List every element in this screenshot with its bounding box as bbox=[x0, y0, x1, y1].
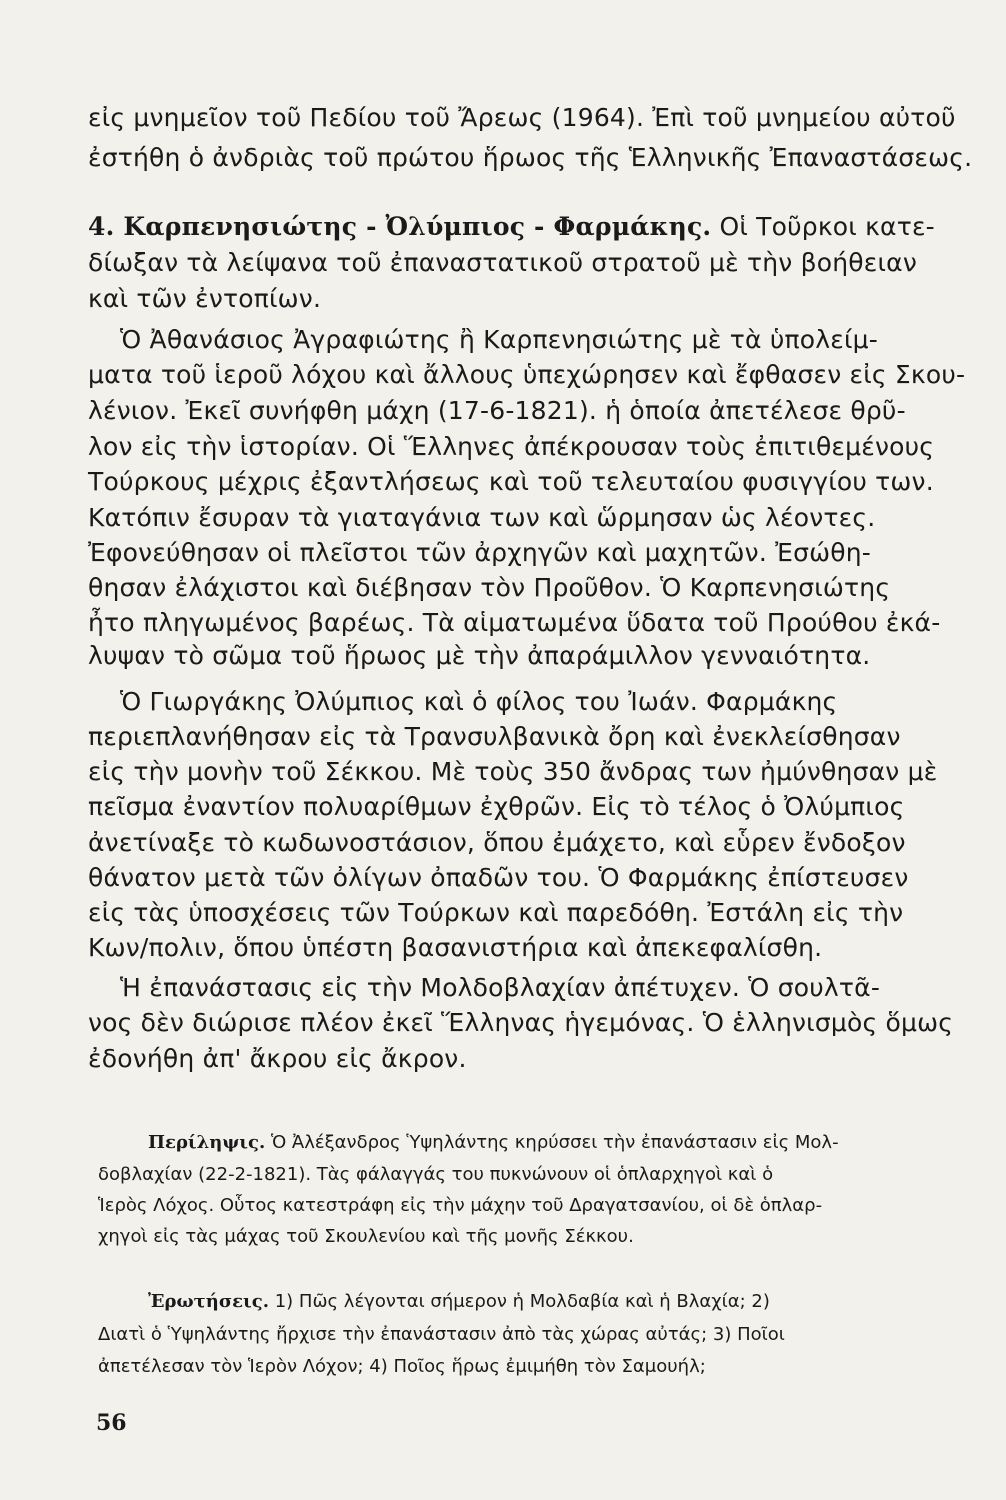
summary-line: χηγοὶ εἰς τὰς μάχας τοῦ Σκουλενίου καὶ τῆς μονῆς Σέκκου. bbox=[98, 1226, 634, 1247]
text-line: Κατόπιν ἔσυραν τὰ γιαταγάνια των καὶ ὥρμησαν ὡς λέοντες. bbox=[88, 503, 876, 532]
text-line: εἰς μνημεῖον τοῦ Πεδίου τοῦ Ἄρεως (1964). Ἐπὶ τοῦ μνημείου αὐτοῦ bbox=[88, 103, 956, 132]
text-line: λον εἰς τὴν ἱστορίαν. Οἱ Ἕλληνες ἀπέκρουσαν τοὺς ἐπιτιθεμένους bbox=[88, 432, 935, 461]
text-line: ἦτο πληγωμένος βαρέως. Τὰ αἱματωμένα ὕδατα τοῦ Προύθου ἐκά- bbox=[88, 608, 941, 637]
questions-line: Διατὶ ὁ Ὑψηλάντης ἤρχισε τὴν ἐπανάστασιν ἀπὸ τὰς χώρας αὐτάς; 3) Ποῖοι bbox=[98, 1324, 785, 1345]
summary-continuation: Ὁ Ἀλέξανδρος Ὑψηλάντης κηρύσσει τὴν ἐπανάστασιν εἰς Μολ- bbox=[265, 1132, 839, 1153]
text-line: Ἡ ἐπανάστασις εἰς τὴν Μολδοβλαχίαν ἀπέτυχεν. Ὁ σουλτᾶ- bbox=[120, 973, 881, 1002]
text-line: ματα τοῦ ἱεροῦ λόχου καὶ ἄλλους ὑπεχώρησεν καὶ ἔφθασεν εἰς Σκου- bbox=[88, 360, 966, 389]
text-line: λένιον. Ἐκεῖ συνήφθη μάχη (17-6-1821). ἡ ὁποία ἀπετέλεσε θρῦ- bbox=[88, 396, 906, 425]
text-line: ἐδονήθη ἀπ' ἄκρου εἰς ἄκρον. bbox=[88, 1044, 467, 1073]
text-line: νος δὲν διώρισε πλέον ἐκεῖ Ἕλληνας ἡγεμόνας. Ὁ ἑλληνισμὸς ὅμως bbox=[88, 1008, 954, 1037]
text-line: Ὁ Γιωργάκης Ὀλύμπιος καὶ ὁ φίλος του Ἰωάν. Φαρμάκης bbox=[120, 687, 838, 716]
section-heading: 4. Καρπενησιώτης - Ὀλύμπιος - Φαρμάκης. bbox=[88, 212, 712, 241]
questions-continuation: 1) Πῶς λέγονται σήμερον ἡ Μολδαβία καὶ ἡ Βλαχία; 2) bbox=[268, 1291, 770, 1312]
questions-first-line bbox=[148, 1289, 998, 1315]
text-line: ἐστήθη ὁ ἀνδριὰς τοῦ πρώτου ἥρωος τῆς Ἑλληνικῆς Ἐπαναστάσεως. bbox=[88, 143, 973, 172]
text-line: λυψαν τὸ σῶμα τοῦ ἥρωος μὲ τὴν ἀπαράμιλλον γενναιότητα. bbox=[88, 641, 871, 670]
section-heading-line bbox=[88, 212, 948, 242]
summary-line: Ἱερὸς Λόχος. Οὗτος κατεστράφη εἰς τὴν μάχην τοῦ Δραγατσανίου, οἱ δὲ ὁπλαρ- bbox=[98, 1195, 823, 1216]
summary-label: Περίληψις. bbox=[148, 1132, 266, 1153]
questions-label: Ἐρωτήσεις. bbox=[148, 1291, 269, 1312]
questions-line: ἀπετέλεσαν τὸν Ἱερὸν Λόχον; 4) Ποῖος ἥρως ἐμιμήθη τὸν Σαμουήλ; bbox=[98, 1356, 706, 1377]
text-line: πεῖσμα ἐναντίον πολυαρίθμων ἐχθρῶν. Εἰς τὸ τέλος ὁ Ὀλύμπιος bbox=[88, 792, 905, 821]
text-line: εἰς τὰς ὑποσχέσεις τῶν Τούρκων καὶ παρεδόθη. Ἐστάλη εἰς τὴν bbox=[88, 898, 904, 927]
summary-first-line bbox=[148, 1130, 998, 1156]
text-line: θησαν ἐλάχιστοι καὶ διέβησαν τὸν Προῦθον. Ὁ Καρπενησιώτης bbox=[88, 573, 891, 602]
text-line: Τούρκους μέχρις ἐξαντλήσεως καὶ τοῦ τελευταίου φυσιγγίου των. bbox=[88, 467, 934, 496]
text-line: ἀνετίναξε τὸ κωδωνοστάσιον, ὅπου ἐμάχετο, καὶ εὗρεν ἔνδοξον bbox=[88, 828, 906, 857]
text-line: Ἐφονεύθησαν οἱ πλεῖστοι τῶν ἀρχηγῶν καὶ μαχητῶν. Ἐσώθη- bbox=[88, 538, 872, 567]
page-number: 56 bbox=[96, 1410, 127, 1436]
text-line: Κων/πολιν, ὅπου ὑπέστη βασανιστήρια καὶ ἀπεκεφαλίσθη. bbox=[88, 933, 823, 962]
section-heading-continuation: Οἱ Τοῦρκοι κατε- bbox=[711, 212, 935, 241]
text-line: θάνατον μετὰ τῶν ὀλίγων ὀπαδῶν του. Ὁ Φαρμάκης ἐπίστευσεν bbox=[88, 863, 909, 892]
text-line: καὶ τῶν ἐντοπίων. bbox=[88, 284, 322, 313]
text-line: δίωξαν τὰ λείψανα τοῦ ἐπαναστατικοῦ στρατοῦ μὲ τὴν βοήθειαν bbox=[88, 248, 917, 277]
text-line: εἰς τὴν μονὴν τοῦ Σέκκου. Μὲ τοὺς 350 ἄνδρας των ἠμύνθησαν μὲ bbox=[88, 757, 938, 786]
text-line: Ὁ Ἀθανάσιος Ἀγραφιώτης ἢ Καρπενησιώτης μὲ τὰ ὑπολείμ- bbox=[120, 325, 878, 354]
summary-line: δοβλαχίαν (22-2-1821). Τὰς φάλαγγάς του πυκνώνουν οἱ ὁπλαρχηγοὶ καὶ ὁ bbox=[98, 1164, 774, 1185]
text-line: περιεπλανήθησαν εἰς τὰ Τρανσυλβανικὰ ὄρη καὶ ἐνεκλείσθησαν bbox=[88, 722, 901, 751]
